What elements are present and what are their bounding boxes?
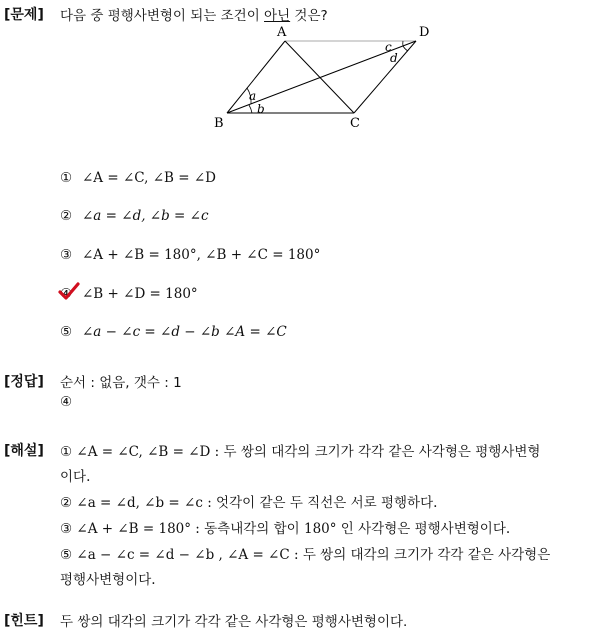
explanation-line-5: ⑤ ∠a − ∠c = ∠d − ∠b , ∠A = ∠C : 두 쌍의 대각의 크기가 각각 같은 사각형은 xyxy=(60,543,550,563)
angle-b-label: b xyxy=(257,102,265,116)
option-1[interactable] xyxy=(60,170,216,186)
angle-c-label: c xyxy=(385,40,392,54)
explanation-line-4: ③ ∠A + ∠B = 180° : 동측내각의 합이 180° 인 사각형은 평행사변형이다. xyxy=(60,517,510,537)
question-underlined: 아닌 xyxy=(264,8,290,24)
explanation-line-3: ② ∠a = ∠d, ∠b = ∠c : 엇각이 같은 두 직선은 서로 평행하다. xyxy=(60,491,437,511)
option-4-text: ∠B + ∠D = 180° xyxy=(82,286,198,302)
hint-label: [힌트] xyxy=(4,610,44,630)
option-3[interactable] xyxy=(60,247,320,263)
vertex-b-label: B xyxy=(214,116,224,131)
option-1-text: ∠A = ∠C, ∠B = ∠D xyxy=(82,170,216,186)
answer-label: [정답] xyxy=(4,371,44,391)
option-3-text: ∠A + ∠B = 180°, ∠B + ∠C = 180° xyxy=(82,247,320,263)
option-2[interactable] xyxy=(60,208,209,224)
question-before: 다음 중 평행사변형이 되는 조건이 xyxy=(60,8,264,24)
angle-arc-b-lower xyxy=(249,105,252,113)
vertex-c-label: C xyxy=(350,116,360,131)
option-5-marker: ⑤ xyxy=(60,324,82,340)
option-5-text: ∠a − ∠c = ∠d − ∠b ∠A = ∠C xyxy=(82,324,287,340)
option-3-marker: ③ xyxy=(60,247,82,263)
answer-meta: 순서 : 없음, 갯수 : 1 xyxy=(60,371,182,391)
angle-a-label: a xyxy=(249,89,256,103)
option-2-text: ∠a = ∠d, ∠b = ∠c xyxy=(82,208,209,224)
option-5[interactable] xyxy=(60,324,287,340)
explanation-label: [해설] xyxy=(4,440,44,460)
option-4[interactable] xyxy=(60,286,198,302)
answer-value: ④ xyxy=(60,394,72,410)
option-4-marker: ④ xyxy=(60,286,82,302)
angle-arc-d-lower xyxy=(403,46,408,51)
question-after: 것은? xyxy=(290,8,328,24)
diagonal-ac xyxy=(285,41,354,113)
angle-d-label: d xyxy=(390,51,398,65)
parallelogram-diagram xyxy=(210,20,435,135)
check-mark-icon xyxy=(58,281,80,301)
problem-label: [문제] xyxy=(4,4,44,24)
hint-text: 두 쌍의 대각의 크기가 각각 같은 사각형은 평행사변형이다. xyxy=(60,610,407,630)
vertex-a-label: A xyxy=(276,25,287,40)
option-1-marker: ① xyxy=(60,170,82,186)
vertex-d-label: D xyxy=(419,25,429,40)
option-2-marker: ② xyxy=(60,208,82,224)
explanation-line-6: 평행사변형이다. xyxy=(60,568,156,588)
explanation-line-1: ① ∠A = ∠C, ∠B = ∠D : 두 쌍의 대각의 크기가 각각 같은 사각형은 평행사변형 xyxy=(60,440,540,460)
explanation-line-2: 이다. xyxy=(60,465,90,485)
